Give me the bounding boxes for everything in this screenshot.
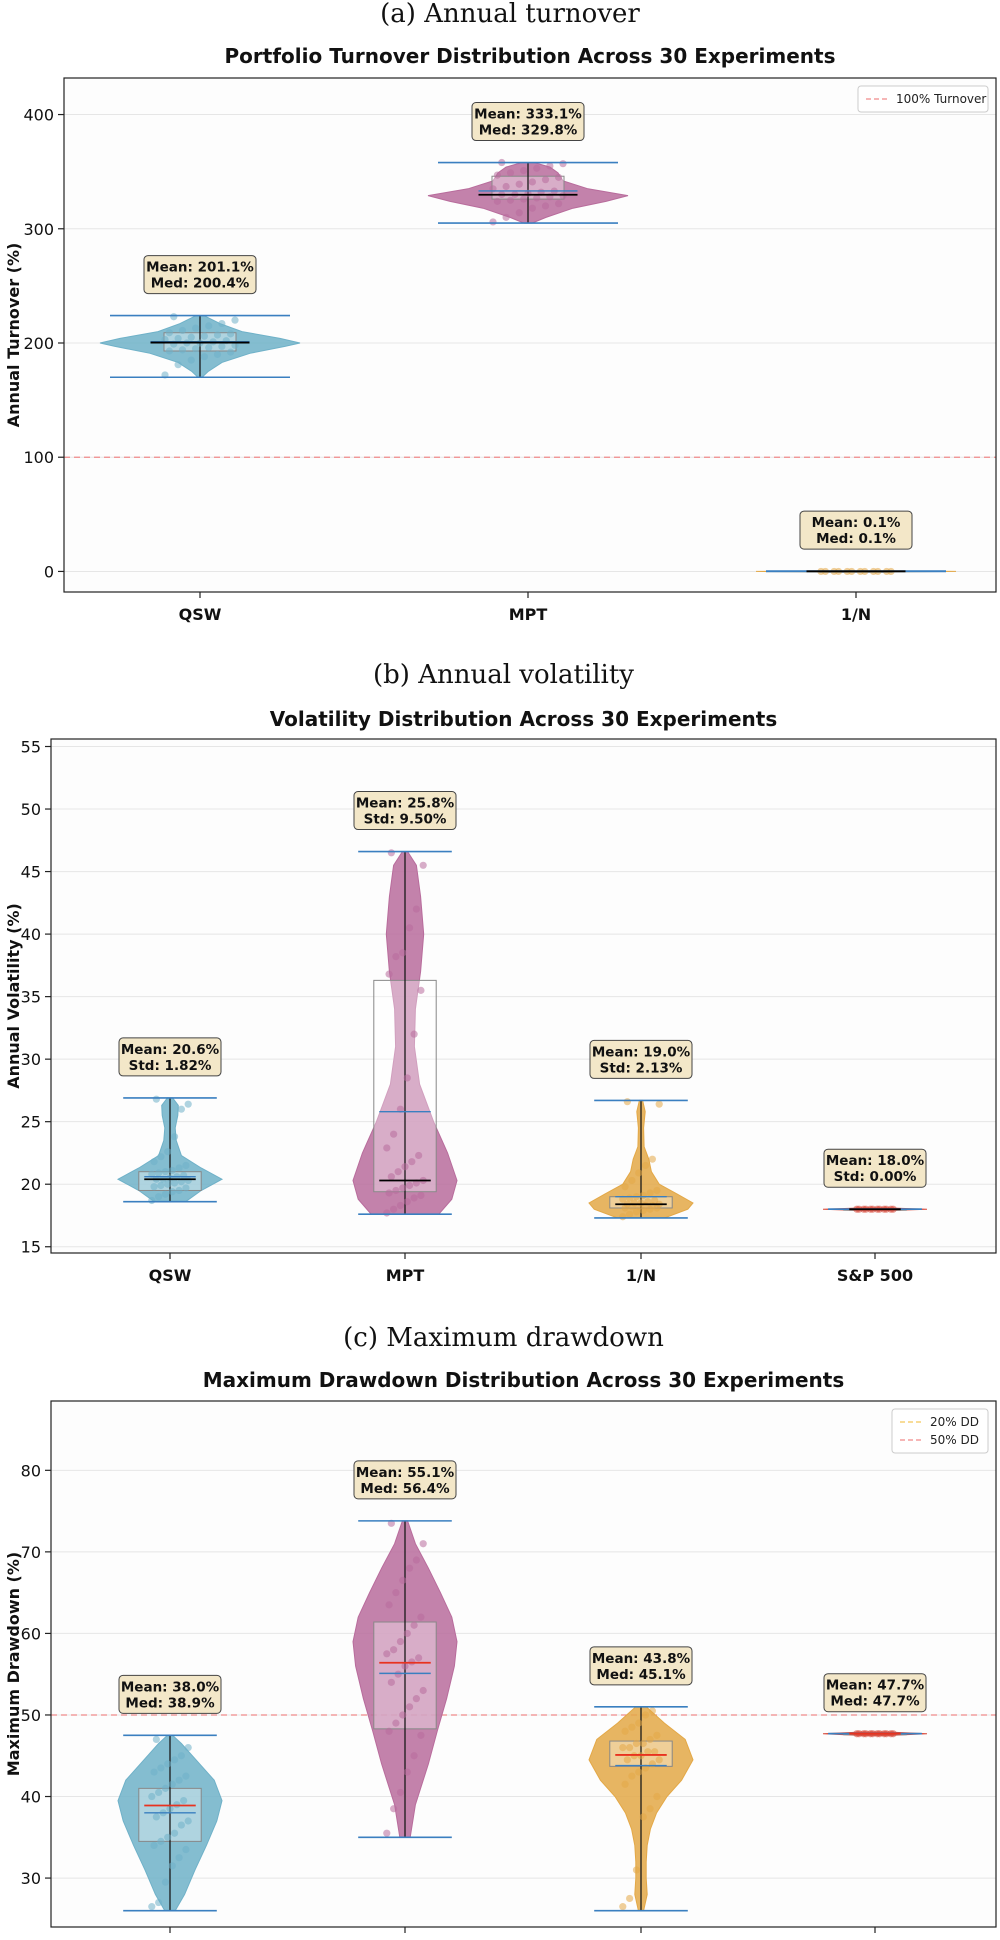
y-tick-label: 400: [23, 105, 54, 125]
data-point: [383, 1144, 390, 1151]
data-point: [153, 1813, 160, 1820]
data-point: [653, 1732, 660, 1739]
y-tick-label: 15: [20, 1237, 41, 1257]
y-tick-label: 50: [20, 1705, 41, 1725]
stats-annotation-line: Mean: 201.1%: [146, 259, 254, 276]
data-point: [651, 1197, 658, 1204]
data-point: [411, 1622, 418, 1629]
panel-caption: (c) Maximum drawdown: [343, 1323, 664, 1353]
data-point: [150, 1768, 157, 1775]
data-point: [647, 1736, 654, 1743]
y-tick-label: 50: [20, 800, 41, 820]
data-point: [166, 329, 173, 336]
y-tick-label: 0: [43, 562, 54, 582]
data-point: [626, 1194, 633, 1201]
data-point: [214, 351, 221, 358]
y-tick-label: 40: [20, 925, 41, 945]
data-point: [415, 1152, 422, 1159]
data-point: [148, 1793, 155, 1800]
x-tick-label: MPT: [508, 605, 548, 624]
data-point: [413, 1695, 420, 1702]
y-tick-label: 45: [20, 862, 41, 882]
data-point: [179, 346, 186, 353]
y-tick-label: 55: [20, 737, 41, 757]
stats-annotation-line: Mean: 38.0%: [120, 1679, 220, 1696]
stats-annotation-line: Mean: 0.1%: [811, 515, 901, 532]
data-point: [653, 1793, 660, 1800]
data-point: [182, 1184, 189, 1191]
data-point: [633, 1866, 640, 1873]
data-point: [640, 1192, 647, 1199]
data-point: [420, 1540, 427, 1547]
data-point: [171, 1133, 178, 1140]
data-point: [635, 1169, 642, 1176]
data-point: [397, 1789, 404, 1796]
data-point: [182, 1773, 189, 1780]
data-point: [656, 1756, 663, 1763]
data-point: [417, 987, 424, 994]
data-point: [390, 1131, 397, 1138]
stats-annotation-line: Std: 0.00%: [833, 1169, 917, 1186]
chart-title: Maximum Drawdown Distribution Across 30 Experiments: [202, 1368, 845, 1392]
data-point: [214, 331, 221, 338]
y-tick-label: 20: [20, 1175, 41, 1195]
data-point: [148, 1903, 155, 1910]
data-point: [516, 181, 523, 188]
stats-annotation-line: Mean: 55.1%: [355, 1464, 455, 1481]
data-point: [411, 1031, 418, 1038]
data-point: [417, 1192, 424, 1199]
data-point: [546, 162, 553, 169]
data-point: [653, 1187, 660, 1194]
data-point: [164, 1148, 171, 1155]
data-point: [385, 1189, 392, 1196]
data-point: [411, 1194, 418, 1201]
data-point: [390, 1805, 397, 1812]
data-point: [201, 353, 208, 360]
data-point: [182, 1846, 189, 1853]
data-point: [494, 171, 501, 178]
data-point: [642, 1162, 649, 1169]
stats-annotation-line: Med: 47.7%: [830, 1693, 920, 1710]
y-tick-label: 80: [20, 1461, 41, 1481]
x-tick-label: S&P 500: [836, 1266, 914, 1285]
data-point: [628, 1177, 635, 1184]
data-point: [621, 1183, 628, 1190]
data-point: [413, 1556, 420, 1563]
data-point: [555, 174, 562, 181]
data-point: [188, 334, 195, 341]
data-point: [640, 1813, 647, 1820]
data-point: [231, 317, 238, 324]
data-point: [399, 949, 406, 956]
data-point: [227, 330, 234, 337]
data-point: [635, 1768, 642, 1775]
data-point: [155, 1789, 162, 1796]
x-tick-label: 1/N: [625, 1266, 657, 1285]
data-point: [406, 1182, 413, 1189]
data-point: [175, 335, 182, 342]
data-point: [157, 1764, 164, 1771]
data-point: [180, 1172, 187, 1179]
stats-annotation-line: Mean: 25.8%: [355, 795, 455, 812]
y-tick-label: 200: [23, 333, 54, 353]
chart-panel-1: [4, 660, 996, 1285]
data-point: [619, 1903, 626, 1910]
data-point: [399, 1184, 406, 1191]
data-point: [157, 1838, 164, 1845]
data-point: [621, 1781, 628, 1788]
data-point: [227, 349, 234, 356]
chart-title: Volatility Distribution Across 30 Experiments: [269, 707, 778, 731]
data-point: [628, 1773, 635, 1780]
data-point: [155, 1193, 162, 1200]
stats-annotation-line: Std: 2.13%: [599, 1060, 683, 1077]
data-point: [155, 1169, 162, 1176]
data-point: [175, 361, 182, 368]
data-point: [205, 344, 212, 351]
data-point: [489, 218, 496, 225]
data-point: [619, 1744, 626, 1751]
stats-annotation-line: Med: 45.1%: [596, 1666, 686, 1683]
data-point: [176, 1164, 183, 1171]
y-tick-label: 35: [20, 987, 41, 1007]
data-point: [503, 183, 510, 190]
stats-annotation-line: Std: 9.50%: [363, 811, 447, 828]
stats-annotation-line: Mean: 47.7%: [825, 1677, 925, 1694]
data-point: [383, 1209, 390, 1216]
y-tick-label: 40: [20, 1787, 41, 1807]
stats-annotation-line: Med: 329.8%: [478, 122, 578, 139]
data-point: [621, 1728, 628, 1735]
data-point: [150, 1183, 157, 1190]
data-point: [640, 1740, 647, 1747]
data-point: [169, 1188, 176, 1195]
data-point: [647, 1805, 654, 1812]
data-point: [388, 1173, 395, 1180]
data-point: [171, 1756, 178, 1763]
data-point: [218, 320, 225, 327]
data-point: [157, 1182, 164, 1189]
y-axis-label: Maximum Drawdown (%): [4, 1551, 23, 1777]
data-point: [392, 1589, 399, 1596]
data-point: [390, 1646, 397, 1653]
stats-annotation-line: Mean: 43.8%: [591, 1650, 691, 1667]
data-point: [157, 1153, 164, 1160]
x-tick-label: 1/N: [840, 605, 872, 624]
data-point: [420, 862, 427, 869]
data-point: [626, 1211, 633, 1218]
data-point: [542, 202, 549, 209]
data-point: [542, 176, 549, 183]
data-point: [417, 1732, 424, 1739]
data-point: [179, 327, 186, 334]
x-tick-label: QSW: [178, 605, 222, 624]
data-point: [628, 1724, 635, 1731]
data-point: [649, 1156, 656, 1163]
data-point: [169, 1167, 176, 1174]
data-point: [178, 1752, 185, 1759]
stats-annotation-line: Mean: 18.0%: [825, 1153, 925, 1170]
data-point: [401, 1163, 408, 1170]
data-point: [150, 1158, 157, 1165]
data-point: [392, 1187, 399, 1194]
data-point: [192, 345, 199, 352]
data-point: [169, 1862, 176, 1869]
data-point: [169, 1781, 176, 1788]
chart-title: Portfolio Turnover Distribution Across 30 Experiments: [224, 44, 836, 68]
data-point: [178, 1821, 185, 1828]
data-point: [649, 1760, 656, 1767]
data-point: [153, 1736, 160, 1743]
data-point: [185, 1744, 192, 1751]
data-point: [642, 1711, 649, 1718]
data-point: [164, 1834, 171, 1841]
panel-caption: (b) Annual volatility: [373, 660, 634, 690]
data-point: [406, 924, 413, 931]
data-point: [182, 1162, 189, 1169]
data-point: [533, 165, 540, 172]
data-point: [385, 1601, 392, 1608]
data-point: [218, 343, 225, 350]
y-tick-label: 60: [20, 1624, 41, 1644]
data-point: [408, 1158, 415, 1165]
y-tick-label: 30: [20, 1050, 41, 1070]
data-point: [388, 849, 395, 856]
y-tick-label: 25: [20, 1112, 41, 1132]
data-point: [201, 333, 208, 340]
data-point: [162, 1879, 169, 1886]
data-point: [385, 971, 392, 978]
data-point: [388, 1679, 395, 1686]
data-point: [383, 1830, 390, 1837]
stats-annotation-line: Mean: 20.6%: [120, 1041, 220, 1058]
data-point: [626, 1895, 633, 1902]
data-point: [507, 169, 514, 176]
data-point: [411, 1752, 418, 1759]
data-point: [148, 1197, 155, 1204]
legend-label: 20% DD: [930, 1415, 979, 1429]
data-point: [155, 1899, 162, 1906]
data-point: [647, 1189, 654, 1196]
data-point: [397, 1202, 404, 1209]
stats-annotation-line: Med: 38.9%: [125, 1695, 215, 1712]
data-point: [166, 347, 173, 354]
data-point: [624, 1098, 631, 1105]
data-point: [415, 1654, 422, 1661]
data-point: [166, 1174, 173, 1181]
data-point: [164, 1760, 171, 1767]
stats-annotation-line: Med: 200.4%: [150, 275, 250, 292]
data-point: [624, 1756, 631, 1763]
stats-annotation-line: Std: 1.82%: [128, 1057, 212, 1074]
data-point: [555, 200, 562, 207]
data-point: [404, 1630, 411, 1637]
data-point: [494, 198, 501, 205]
data-point: [404, 1074, 411, 1081]
legend: [892, 1409, 988, 1453]
data-point: [404, 1768, 411, 1775]
data-point: [406, 1703, 413, 1710]
data-point: [656, 1101, 663, 1108]
data-point: [383, 1650, 390, 1657]
data-point: [559, 192, 566, 199]
legend-label: 100% Turnover: [896, 92, 987, 106]
x-tick-label: QSW: [148, 1266, 192, 1285]
data-point: [507, 197, 514, 204]
y-axis-label: Annual Volatility (%): [4, 903, 23, 1089]
legend: [858, 86, 988, 112]
data-point: [392, 953, 399, 960]
data-point: [176, 1187, 183, 1194]
data-point: [635, 1720, 642, 1727]
data-point: [395, 1671, 402, 1678]
data-point: [417, 1614, 424, 1621]
data-point: [520, 195, 527, 202]
chart-panel-0: [4, 0, 996, 624]
data-point: [392, 1720, 399, 1727]
data-point: [626, 1744, 633, 1751]
data-point: [637, 1199, 644, 1206]
data-point: [188, 357, 195, 364]
data-point: [192, 325, 199, 332]
data-point: [649, 1707, 656, 1714]
data-point: [399, 1711, 406, 1718]
data-point: [178, 1106, 185, 1113]
data-point: [520, 167, 527, 174]
y-tick-label: 100: [23, 448, 54, 468]
data-point: [529, 205, 536, 212]
data-point: [150, 1842, 157, 1849]
data-point: [413, 905, 420, 912]
data-point: [619, 1213, 626, 1220]
data-point: [516, 209, 523, 216]
data-point: [529, 178, 536, 185]
stats-annotation-line: Med: 0.1%: [816, 531, 896, 548]
data-point: [153, 1096, 160, 1103]
panel-caption: (a) Annual turnover: [380, 0, 640, 29]
data-point: [399, 1577, 406, 1584]
data-point: [162, 1168, 169, 1175]
data-point: [185, 1817, 192, 1824]
data-point: [171, 1830, 178, 1837]
x-tick-label: MPT: [385, 1266, 425, 1285]
y-tick-label: 300: [23, 219, 54, 239]
y-tick-label: 30: [20, 1869, 41, 1889]
data-point: [385, 1728, 392, 1735]
data-point: [180, 1797, 187, 1804]
y-tick-label: 70: [20, 1542, 41, 1562]
data-point: [162, 1785, 169, 1792]
data-point: [185, 1101, 192, 1108]
data-point: [420, 1687, 427, 1694]
data-point: [395, 1168, 402, 1175]
data-point: [205, 322, 212, 329]
legend-label: 50% DD: [930, 1433, 979, 1447]
data-point: [503, 214, 510, 221]
data-point: [404, 1198, 411, 1205]
data-point: [170, 313, 177, 320]
stats-annotation-line: Mean: 19.0%: [591, 1044, 691, 1061]
data-point: [397, 1638, 404, 1645]
data-point: [176, 1854, 183, 1861]
data-point: [162, 1191, 169, 1198]
data-point: [406, 1565, 413, 1572]
y-axis-label: Annual Turnover (%): [4, 242, 23, 428]
data-point: [176, 1777, 183, 1784]
chart-panel-2: [4, 1323, 996, 1940]
data-point: [633, 1740, 640, 1747]
data-point: [390, 1206, 397, 1213]
stats-annotation-line: Med: 56.4%: [360, 1480, 450, 1497]
stats-annotation-line: Mean: 333.1%: [474, 106, 582, 123]
data-point: [559, 160, 566, 167]
